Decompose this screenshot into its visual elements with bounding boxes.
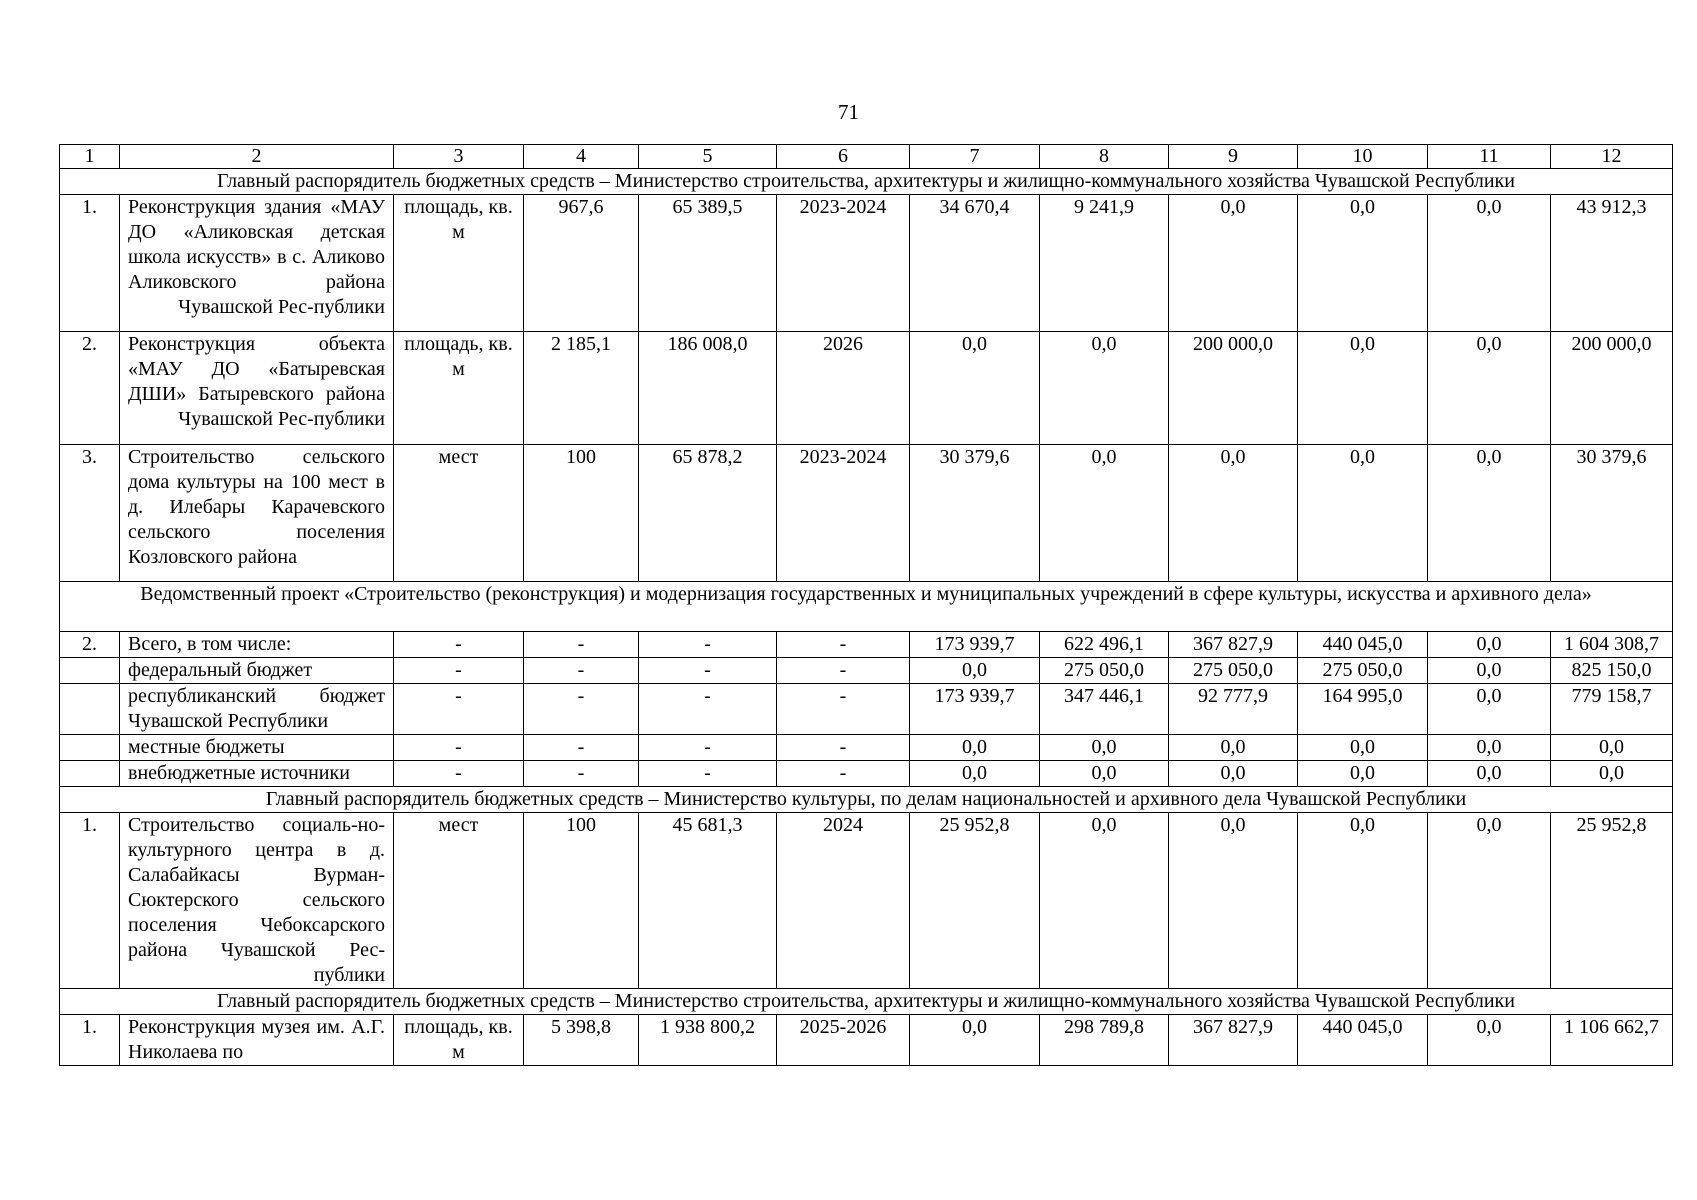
header-row <box>60 145 1673 169</box>
amount-col-7-cell: 25 952,8 <box>910 813 1040 989</box>
item-name-cell: местные бюджеты <box>120 735 394 761</box>
amount-col-11-cell: 0,0 <box>1428 735 1551 761</box>
row-number-cell <box>60 761 120 787</box>
row-number-cell: 2. <box>60 632 120 658</box>
amount-col-7-cell: 34 670,4 <box>910 195 1040 332</box>
capacity-cell: 100 <box>524 813 639 989</box>
estimated-cost-cell: - <box>639 761 777 787</box>
amount-col-11-cell: 0,0 <box>1428 813 1551 989</box>
amount-col-8-cell: 275 050,0 <box>1040 658 1169 684</box>
amount-col-10-cell: 0,0 <box>1298 735 1428 761</box>
estimated-cost-cell: - <box>639 632 777 658</box>
amount-col-9-cell: 0,0 <box>1169 735 1298 761</box>
amount-col-11-cell: 0,0 <box>1428 445 1551 582</box>
amount-col-11-cell: 0,0 <box>1428 632 1551 658</box>
amount-total-cell: 43 912,3 <box>1551 195 1673 332</box>
column-header: 3 <box>394 145 524 169</box>
table-row <box>60 684 1673 735</box>
amount-col-9-cell: 92 777,9 <box>1169 684 1298 735</box>
period-cell: 2026 <box>777 332 910 445</box>
column-header: 8 <box>1040 145 1169 169</box>
amount-col-7-cell: 0,0 <box>910 761 1040 787</box>
column-header: 4 <box>524 145 639 169</box>
column-header: 1 <box>60 145 120 169</box>
amount-col-9-cell: 0,0 <box>1169 761 1298 787</box>
estimated-cost-cell: - <box>639 684 777 735</box>
estimated-cost-cell: 186 008,0 <box>639 332 777 445</box>
amount-col-10-cell: 0,0 <box>1298 445 1428 582</box>
column-header: 11 <box>1428 145 1551 169</box>
capacity-cell: 100 <box>524 445 639 582</box>
amount-col-10-cell: 0,0 <box>1298 332 1428 445</box>
estimated-cost-cell: 65 878,2 <box>639 445 777 582</box>
amount-total-cell: 1 604 308,7 <box>1551 632 1673 658</box>
period-cell: 2024 <box>777 813 910 989</box>
section-header-row <box>60 787 1673 813</box>
period-cell: - <box>777 761 910 787</box>
amount-total-cell: 200 000,0 <box>1551 332 1673 445</box>
row-number-cell: 1. <box>60 195 120 332</box>
column-header: 7 <box>910 145 1040 169</box>
amount-col-11-cell: 0,0 <box>1428 684 1551 735</box>
amount-col-8-cell: 298 789,8 <box>1040 1015 1169 1066</box>
unit-cell: площадь, кв. м <box>394 1015 524 1066</box>
table-row <box>60 195 1673 332</box>
table-row <box>60 1015 1673 1066</box>
amount-col-8-cell: 622 496,1 <box>1040 632 1169 658</box>
column-header: 2 <box>120 145 394 169</box>
item-name-cell: Строительство социаль-но-культурного центра в д. Салабайкасы Вурман-Сюктерского сельского поселения Чебоксарского района Чувашской Рес-публики <box>120 813 394 989</box>
column-header: 6 <box>777 145 910 169</box>
section-title: Главный распорядитель бюджетных средств – Министерство культуры, по делам национальностей и архивного дела Чувашской Республики <box>60 787 1673 813</box>
item-name-cell: внебюджетные источники <box>120 761 394 787</box>
amount-col-7-cell: 0,0 <box>910 658 1040 684</box>
amount-col-11-cell: 0,0 <box>1428 195 1551 332</box>
capacity-cell: - <box>524 684 639 735</box>
amount-total-cell: 825 150,0 <box>1551 658 1673 684</box>
capacity-cell: - <box>524 735 639 761</box>
column-header: 10 <box>1298 145 1428 169</box>
period-cell: 2023-2024 <box>777 195 910 332</box>
amount-col-7-cell: 0,0 <box>910 1015 1040 1066</box>
page-number: 71 <box>838 100 859 124</box>
amount-col-9-cell: 367 827,9 <box>1169 1015 1298 1066</box>
table-row <box>60 735 1673 761</box>
amount-col-10-cell: 0,0 <box>1298 813 1428 989</box>
item-name-cell: Всего, в том числе: <box>120 632 394 658</box>
amount-total-cell: 30 379,6 <box>1551 445 1673 582</box>
amount-col-11-cell: 0,0 <box>1428 332 1551 445</box>
table-row <box>60 813 1673 989</box>
amount-col-11-cell: 0,0 <box>1428 1015 1551 1066</box>
period-cell: - <box>777 684 910 735</box>
unit-cell: - <box>394 658 524 684</box>
period-cell: 2023-2024 <box>777 445 910 582</box>
row-number-cell: 1. <box>60 1015 120 1066</box>
amount-total-cell: 1 106 662,7 <box>1551 1015 1673 1066</box>
estimated-cost-cell: 45 681,3 <box>639 813 777 989</box>
section-header-row <box>60 989 1673 1015</box>
row-number-cell: 3. <box>60 445 120 582</box>
section-header-row <box>60 169 1673 195</box>
estimated-cost-cell: - <box>639 658 777 684</box>
unit-cell: - <box>394 632 524 658</box>
amount-col-8-cell: 0,0 <box>1040 761 1169 787</box>
unit-cell: мест <box>394 813 524 989</box>
row-number-cell <box>60 658 120 684</box>
period-cell: - <box>777 735 910 761</box>
row-number-cell: 1. <box>60 813 120 989</box>
amount-col-10-cell: 275 050,0 <box>1298 658 1428 684</box>
column-header: 12 <box>1551 145 1673 169</box>
capacity-cell: 5 398,8 <box>524 1015 639 1066</box>
column-header: 5 <box>639 145 777 169</box>
section-title: Главный распорядитель бюджетных средств – Министерство строительства, архитектуры и жилищно-коммунального хозяйства Чувашской Республики <box>60 989 1673 1015</box>
amount-col-8-cell: 0,0 <box>1040 735 1169 761</box>
table-row <box>60 658 1673 684</box>
row-number-cell: 2. <box>60 332 120 445</box>
estimated-cost-cell: 65 389,5 <box>639 195 777 332</box>
unit-cell: мест <box>394 445 524 582</box>
table-row <box>60 761 1673 787</box>
section-header-row <box>60 582 1673 632</box>
amount-col-9-cell: 200 000,0 <box>1169 332 1298 445</box>
estimated-cost-cell: 1 938 800,2 <box>639 1015 777 1066</box>
amount-col-10-cell: 440 045,0 <box>1298 632 1428 658</box>
amount-col-8-cell: 9 241,9 <box>1040 195 1169 332</box>
item-name-cell: Реконструкция музея им. А.Г. Николаева по <box>120 1015 394 1066</box>
amount-col-10-cell: 0,0 <box>1298 761 1428 787</box>
row-number-cell <box>60 735 120 761</box>
period-cell: - <box>777 658 910 684</box>
amount-col-10-cell: 440 045,0 <box>1298 1015 1428 1066</box>
amount-total-cell: 0,0 <box>1551 735 1673 761</box>
amount-col-10-cell: 164 995,0 <box>1298 684 1428 735</box>
table-row <box>60 632 1673 658</box>
unit-cell: площадь, кв. м <box>394 195 524 332</box>
amount-col-7-cell: 30 379,6 <box>910 445 1040 582</box>
amount-col-8-cell: 347 446,1 <box>1040 684 1169 735</box>
unit-cell: - <box>394 735 524 761</box>
capacity-cell: - <box>524 761 639 787</box>
amount-col-8-cell: 0,0 <box>1040 813 1169 989</box>
capacity-cell: - <box>524 658 639 684</box>
period-cell: - <box>777 632 910 658</box>
amount-total-cell: 779 158,7 <box>1551 684 1673 735</box>
amount-total-cell: 0,0 <box>1551 761 1673 787</box>
table-row <box>60 332 1673 445</box>
period-cell: 2025-2026 <box>777 1015 910 1066</box>
table-row <box>60 445 1673 582</box>
amount-col-7-cell: 173 939,7 <box>910 684 1040 735</box>
item-name-cell: Строительство сельского дома культуры на 100 мест в д. Илебары Карачевского сельского поселения Козловского района <box>120 445 394 582</box>
item-name-cell: Реконструкция здания «МАУ ДО «Аликовская детская школа искусств» в с. Аликово Аликовского района Чувашской Рес-публики <box>120 195 394 332</box>
estimated-cost-cell: - <box>639 735 777 761</box>
amount-col-8-cell: 0,0 <box>1040 332 1169 445</box>
unit-cell: - <box>394 761 524 787</box>
amount-col-9-cell: 275 050,0 <box>1169 658 1298 684</box>
amount-col-11-cell: 0,0 <box>1428 761 1551 787</box>
amount-col-10-cell: 0,0 <box>1298 195 1428 332</box>
capacity-cell: - <box>524 632 639 658</box>
section-title: Главный распорядитель бюджетных средств – Министерство строительства, архитектуры и жилищно-коммунального хозяйства Чувашской Республики <box>60 169 1673 195</box>
budget-table <box>59 144 1673 1066</box>
unit-cell: - <box>394 684 524 735</box>
capacity-cell: 967,6 <box>524 195 639 332</box>
amount-col-9-cell: 0,0 <box>1169 813 1298 989</box>
column-header: 9 <box>1169 145 1298 169</box>
item-name-cell: Реконструкция объекта «МАУ ДО «Батыревская ДШИ» Батыревского района Чувашской Рес-публики <box>120 332 394 445</box>
capacity-cell: 2 185,1 <box>524 332 639 445</box>
amount-col-9-cell: 367 827,9 <box>1169 632 1298 658</box>
amount-col-7-cell: 0,0 <box>910 332 1040 445</box>
item-name-cell: республиканский бюджет Чувашской Республики <box>120 684 394 735</box>
amount-col-7-cell: 0,0 <box>910 735 1040 761</box>
amount-col-9-cell: 0,0 <box>1169 445 1298 582</box>
amount-total-cell: 25 952,8 <box>1551 813 1673 989</box>
amount-col-9-cell: 0,0 <box>1169 195 1298 332</box>
section-title: Ведомственный проект «Строительство (реконструкция) и модернизация государственных и муниципальных учреждений в сфере культуры, искусства и архивного дела» <box>60 582 1673 632</box>
row-number-cell <box>60 684 120 735</box>
amount-col-8-cell: 0,0 <box>1040 445 1169 582</box>
amount-col-7-cell: 173 939,7 <box>910 632 1040 658</box>
unit-cell: площадь, кв. м <box>394 332 524 445</box>
amount-col-11-cell: 0,0 <box>1428 658 1551 684</box>
item-name-cell: федеральный бюджет <box>120 658 394 684</box>
